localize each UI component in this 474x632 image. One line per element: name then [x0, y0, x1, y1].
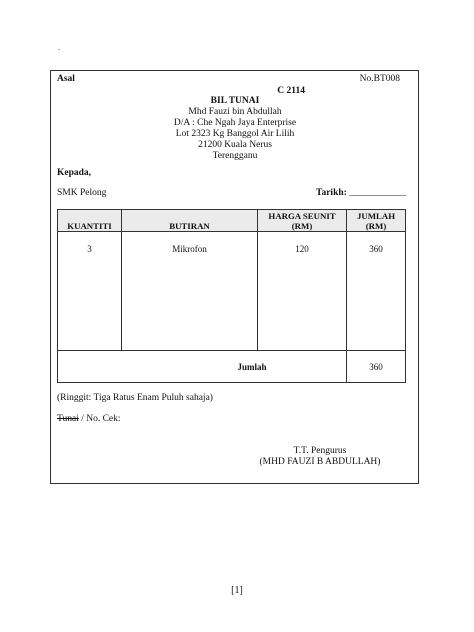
- issuer-line: D/A : Che Ngah Jaya Enterprise: [173, 118, 297, 128]
- table-row: [58, 232, 406, 351]
- bill-title: BIL TUNAI: [210, 96, 260, 106]
- kepada-label: Kepada,: [57, 168, 92, 178]
- page-marker: .: [58, 42, 61, 52]
- cell-butiran: Mikrofon: [122, 232, 258, 351]
- issuer-line: 21200 Kuala Nerus: [198, 140, 272, 150]
- table-header-row: [58, 210, 406, 232]
- col-jumlah: [347, 210, 406, 232]
- payment-cash-struck: Tunai: [57, 414, 79, 424]
- table-total-row: [58, 351, 406, 383]
- bill-number: No.BT008: [359, 74, 400, 84]
- col-jumlah-line2: (RM): [365, 221, 387, 231]
- col-harga-line2: (RM): [291, 221, 313, 231]
- tarikh-field: [316, 188, 406, 198]
- signatory-title: T.T. Pengurus: [293, 446, 347, 456]
- recipient-name: SMK Pelong: [57, 188, 107, 198]
- col-harga-line1: HARGA SEUNIT: [268, 211, 336, 221]
- page-number: [1]: [231, 585, 243, 596]
- signatory-name: (MHD FAUZI B ABDULLAH): [259, 457, 381, 467]
- total-value: 360: [347, 351, 406, 383]
- issuer-line: Mhd Fauzi bin Abdullah: [188, 107, 282, 117]
- issuer-line: Lot 2323 Kg Banggol Air Lilih: [175, 129, 295, 139]
- col-butiran: BUTIRAN: [122, 210, 258, 232]
- tarikh-value: ____________: [349, 188, 407, 198]
- cell-jumlah: 360: [347, 232, 406, 351]
- tarikh-label: Tarikh:: [316, 188, 347, 198]
- col-jumlah-line1: JUMLAH: [356, 211, 396, 221]
- issuer-line: Terengganu: [212, 151, 258, 161]
- amount-in-words: (Ringgit: Tiga Ratus Enam Puluh sahaja): [57, 393, 213, 403]
- payment-method: [57, 414, 121, 424]
- asal-label: Asal: [57, 74, 75, 84]
- total-label: Jumlah: [58, 351, 347, 383]
- col-kuantiti: KUANTITI: [58, 210, 122, 232]
- cell-harga: 120: [258, 232, 347, 351]
- col-harga: [258, 210, 347, 232]
- payment-cheque-label: / No. Cek:: [78, 414, 121, 424]
- cell-kuantiti: 3: [58, 232, 122, 351]
- items-table: [57, 209, 406, 383]
- bill-code: C 2114: [277, 86, 305, 96]
